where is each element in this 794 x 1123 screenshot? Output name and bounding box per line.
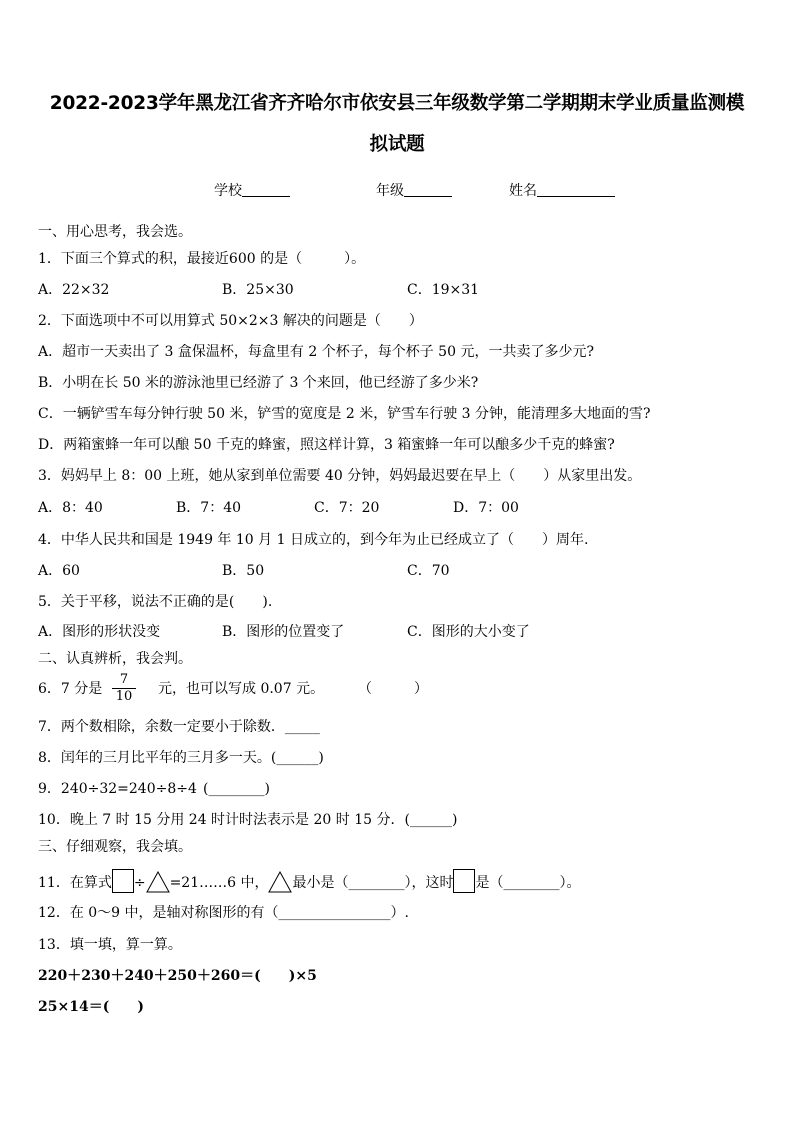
- question-3: 3．妈妈早上 8：00 上班，她从家到单位需要 40 分钟，妈妈最迟要在早上（ ）从家里出发。: [38, 468, 642, 484]
- section-3-heading: 三、仔细观察，我会填。: [38, 839, 192, 855]
- q2-option-a[interactable]: A．超市一天卖出了 3 盒保温杯，每盒里有 2 个杯子，每个杯子 50 元，一共卖了多少元?: [38, 344, 594, 360]
- exam-title-line1: 2022-2023学年黑龙江省齐齐哈尔市依安县三年级数学第二学期期末学业质量监测模: [49, 93, 745, 114]
- q6-fraction: [112, 672, 136, 705]
- section-2-heading: 二、认真辨析，我会判。: [38, 651, 192, 667]
- triangle-icon: [146, 871, 170, 893]
- q11-part-d: 最小是（________），这时: [292, 875, 454, 891]
- q5-option-b[interactable]: B．图形的位置变了: [222, 624, 345, 640]
- q5-option-c[interactable]: C．图形的大小变了: [407, 624, 530, 640]
- name-blank[interactable]: [537, 182, 615, 197]
- question-9: 9．240÷32=240÷8÷4: [38, 781, 197, 797]
- grade-blank[interactable]: [404, 182, 452, 197]
- q6-fraction-numerator: 7: [112, 672, 136, 689]
- question-1: 1．下面三个算式的积，最接近600 的是（ ）。: [38, 251, 366, 267]
- q13-line-1: 220＋230＋240＋250＋260＝( )×5: [38, 968, 317, 984]
- q3-option-c[interactable]: C．7：20: [314, 500, 380, 516]
- q3-option-b[interactable]: B．7：40: [176, 500, 242, 516]
- q4-option-c[interactable]: C．70: [407, 563, 450, 579]
- question-4: 4．中华人民共和国是 1949 年 10 月 1 日成立的，到今年为止已经成立了（ ）周年.: [38, 532, 589, 548]
- school-field[interactable]: [214, 180, 290, 200]
- q2-option-b[interactable]: B．小明在长 50 米的游泳池里已经游了 3 个来回，他已经游了多少米?: [38, 375, 479, 391]
- triangle-icon: [268, 871, 292, 893]
- q5-option-a[interactable]: A．图形的形状没变: [38, 624, 161, 640]
- q11-part-e: 是（________）。: [475, 875, 581, 891]
- square-box-icon: [112, 869, 134, 893]
- question-10: 10．晚上 7 时 15 分用 24 时计时法表示是 20 时 15 分．(______): [38, 812, 458, 828]
- q2-option-c[interactable]: C．一辆铲雪车每分钟行驶 50 米，铲雪的宽度是 2 米，铲雪车行驶 3 分钟，能清理多大地面的雪?: [38, 406, 651, 422]
- question-5: 5．关于平移，说法不正确的是( ).: [38, 594, 273, 610]
- q2-option-d[interactable]: D．两箱蜜蜂一年可以酿 50 千克的蜂蜜，照这样计算，3 箱蜜蜂一年可以酿多少千克的蜂蜜?: [38, 437, 615, 453]
- exam-title-line2: 拟试题: [369, 134, 425, 155]
- name-field[interactable]: [509, 180, 615, 200]
- square-box-icon: [453, 869, 475, 893]
- question-7: 7．两个数相除，余数一定要小于除数．_____: [38, 719, 320, 735]
- question-2: 2．下面选项中不可以用算式 50×2×3 解决的问题是（ ）: [38, 313, 423, 329]
- q9-answer-paren[interactable]: (________): [203, 781, 270, 797]
- q11-part-a: 11．在算式: [38, 875, 112, 891]
- name-label: 姓名: [509, 183, 537, 199]
- question-6-prefix: 6．7 分是: [38, 681, 103, 697]
- question-12: 12．在 0～9 中，是轴对称图形的有（________________）.: [38, 905, 409, 921]
- q1-option-c[interactable]: C．19×31: [407, 282, 480, 298]
- school-label: 学校: [214, 183, 242, 199]
- question-6-suffix: 元，也可以写成 0.07 元。: [158, 681, 325, 697]
- q6-answer-paren[interactable]: （ ）: [358, 681, 428, 697]
- q13-line-2: 25×14＝( ): [38, 999, 144, 1015]
- q3-option-d[interactable]: D．7：00: [453, 500, 519, 516]
- q6-fraction-denominator: 10: [115, 689, 133, 704]
- q1-option-a[interactable]: A．22×32: [38, 282, 110, 298]
- question-8: 8．闰年的三月比平年的三月多一天。(______): [38, 750, 324, 766]
- q11-part-c: =21……6 中，: [169, 875, 269, 891]
- section-1-heading: 一、用心思考，我会选。: [38, 224, 192, 240]
- question-13: 13．填一填，算一算。: [38, 937, 182, 953]
- grade-label: 年级: [376, 183, 404, 199]
- school-blank[interactable]: [242, 182, 290, 197]
- q4-option-b[interactable]: B．50: [222, 563, 265, 579]
- q1-option-b[interactable]: B．25×30: [222, 282, 294, 298]
- q4-option-a[interactable]: A．60: [38, 563, 80, 579]
- q3-option-a[interactable]: A．8：40: [38, 500, 103, 516]
- q11-divide: ÷: [133, 875, 146, 891]
- question-11: [38, 869, 580, 893]
- grade-field[interactable]: [376, 180, 452, 200]
